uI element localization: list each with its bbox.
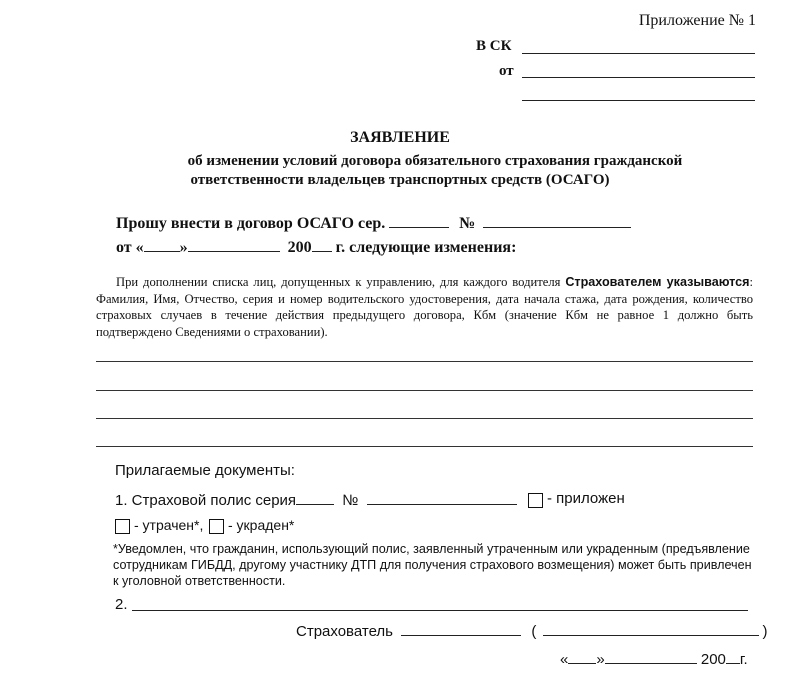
item1-number-field[interactable]: [367, 490, 517, 505]
lost-stolen-notice: *Уведомлен, что гражданин, использующий полис, заявленный утраченным или украденным (предъявление сотрудникам ГИБДД, другому участнику ДТП для получения страхового возмещения) может быть привлечен к уголовной ответственности.: [113, 542, 752, 588]
applicant-name-field-2[interactable]: [522, 100, 755, 101]
applicant-name-field[interactable]: [522, 77, 755, 78]
item2-label: 2.: [115, 596, 128, 613]
instructions-part1: При дополнении списка лиц, допущенных к управлению, для каждого водителя: [116, 275, 561, 289]
sig-month-field[interactable]: [605, 650, 697, 664]
changes-line-4[interactable]: [96, 446, 753, 447]
attachment-item-2: [115, 596, 128, 613]
document-subtitle-line2: ответственности владельцев транспортных средств (ОСАГО): [190, 172, 610, 188]
item1-series-field[interactable]: [296, 490, 334, 505]
company-name-field[interactable]: [522, 53, 755, 54]
sig-year-suffix-field[interactable]: [726, 650, 740, 664]
item1-label: 1. Страховой полис серия: [115, 492, 297, 509]
insurer-signature-row: [296, 622, 768, 640]
date-year-suffix-field[interactable]: [312, 238, 332, 252]
signature-field[interactable]: [401, 622, 521, 636]
sig-day-field[interactable]: [568, 650, 596, 664]
date-month-field[interactable]: [188, 238, 280, 252]
from-label: от: [499, 63, 514, 79]
date-open-quote: от «: [116, 239, 144, 256]
attached-checkbox[interactable]: [528, 493, 543, 508]
attached-label: - приложен: [547, 490, 625, 507]
paren-open: (: [531, 623, 537, 640]
date-close: »: [596, 651, 605, 668]
sig-year-suffix: г.: [739, 651, 748, 668]
instructions-paragraph: [96, 274, 753, 340]
date-day-field[interactable]: [144, 238, 180, 252]
document-subtitle-line1: об изменении условий договора обязательного страхования гражданской: [187, 153, 683, 169]
date-open: «: [560, 651, 569, 668]
lost-label: - утрачен*,: [134, 517, 204, 533]
instructions-bold: Страхователем указываются: [565, 275, 750, 289]
request-line-2: [116, 238, 516, 257]
sig-year: 200: [700, 651, 726, 668]
changes-line-3[interactable]: [96, 418, 753, 419]
changes-line-1[interactable]: [96, 361, 753, 362]
date-close-quote: »: [179, 239, 188, 256]
policy-number-field[interactable]: [483, 214, 631, 228]
stolen-checkbox[interactable]: [209, 519, 224, 534]
lost-checkbox[interactable]: [115, 519, 130, 534]
signature-name-field[interactable]: [543, 622, 759, 636]
paren-close: ): [762, 623, 768, 640]
policy-series-field[interactable]: [389, 214, 449, 228]
date-year: 200: [287, 239, 312, 256]
document-title: ЗАЯВЛЕНИЕ: [350, 129, 450, 146]
instructions-part2: : Фамилия, Имя, Отчество, серия и номер водительского удостоверения, дата начала стажа, дата рождения, количество страховых случаев в течение действия предыдущего договора, Кбм (значение Кбм не равное 1 должно быть подтверждено Сведениями о страховании).: [96, 275, 754, 339]
attachment-item-1: [115, 490, 517, 509]
changes-line-2[interactable]: [96, 390, 753, 391]
stolen-label: - украден*: [228, 517, 295, 533]
item2-field[interactable]: [132, 610, 748, 611]
request-line-1: [116, 214, 631, 233]
to-company-label: В СК: [476, 38, 512, 54]
attachments-heading: Прилагаемые документы:: [115, 462, 295, 479]
number-sign: №: [459, 215, 476, 232]
insurer-label: Страхователь: [296, 623, 393, 640]
appendix-label: Приложение № 1: [638, 12, 756, 29]
request-text: Прошу внести в договор ОСАГО сер.: [116, 215, 386, 232]
changes-label: г. следующие изменения:: [335, 239, 517, 256]
item1-number-sign: №: [342, 492, 359, 509]
signature-date-row: [560, 650, 748, 668]
